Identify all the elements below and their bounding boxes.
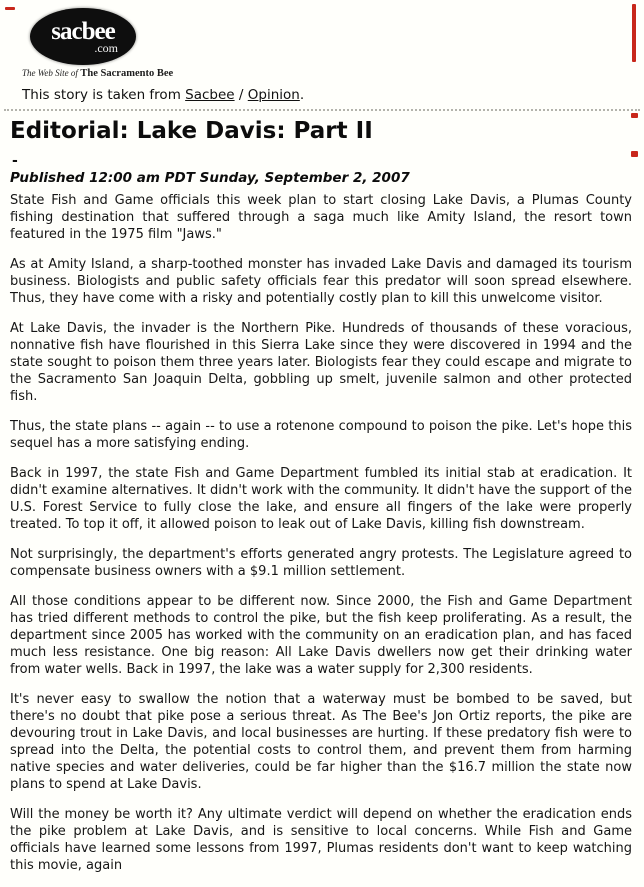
article-paragraph: Will the money be worth it? Any ultimate verdict will depend on whether the eradication ends the pike problem at Lake Davis, and is sensitive to local concerns. While Fish and Game officials have learned some lessons from 1997, Plumas residents don't want to keep watching this movie, again bbox=[10, 807, 632, 873]
scan-mark bbox=[631, 151, 638, 157]
article-paragraph: Not surprisingly, the department's efforts generated angry protests. The Legislature agreed to compensate business owners with a $9.1 million settlement. bbox=[10, 547, 632, 579]
source-line-prefix: This story is taken from bbox=[22, 87, 181, 103]
scan-mark bbox=[631, 113, 638, 118]
article-paragraph: As at Amity Island, a sharp-toothed monster has invaded Lake Davis and damaged its tourism business. Biologists and public safety officials fear this predator will soon spread elsewhere. Thus, they have come with a risky and potentially costly plan to kill this unwelcome visitor. bbox=[10, 257, 632, 306]
opinion-link[interactable]: Opinion bbox=[247, 87, 300, 103]
source-line bbox=[22, 87, 304, 103]
sacbee-logo[interactable] bbox=[30, 8, 136, 65]
article-title: Editorial: Lake Davis: Part II bbox=[10, 118, 373, 144]
tagline-brand: The Sacramento Bee bbox=[80, 68, 174, 79]
sacbee-logo-oval bbox=[30, 8, 136, 65]
scan-mark bbox=[632, 4, 636, 62]
article-paragraph: Back in 1997, the state Fish and Game Department fumbled its initial stab at eradication. It didn't examine alternatives. It didn't work with the community. It didn't have the support of the U.S. Forest Service to fully close the lake, and ensure all fingers of the lake were properly treated. To top it off, it allowed poison to leak out of Lake Davis, killing fish downstream. bbox=[10, 466, 632, 532]
article-paragraph: All those conditions appear to be different now. Since 2000, the Fish and Game Department has tried different methods to control the pike, but the fish keep proliferating. As a result, the department since 2005 has worked with the community on an eradication plan, and has faced much less resistance. One big reason: All Lake Davis dwellers now get their drinking water from water wells. Back in 1997, the lake was a water supply for 2,300 residents. bbox=[10, 594, 632, 677]
article-paragraph: It's never easy to swallow the notion that a waterway must be bombed to be saved, but there's no doubt that pike pose a serious threat. As The Bee's Jon Ortiz reports, the pike are devouring trout in Lake Davis, and local businesses are hurting. If these predatory fish were to spread into the Delta, the potential costs to control them, and prevent them from harming native species and water deliveries, could be far higher than the $16.7 million the state now plans to spend at Lake Davis. bbox=[10, 692, 632, 792]
article-paragraph: At Lake Davis, the invader is the Northern Pike. Hundreds of thousands of these voracious, nonnative fish have flourished in this Sierra Lake since they were discovered in 1994 and the state sought to poison them three years later. Biologists fear they could escape and migrate to the Sacramento San Joaquin Delta, gobbling up smelt, juvenile salmon and other protected fish. bbox=[10, 321, 632, 404]
sacbee-logo-name: sacbee bbox=[51, 18, 115, 45]
source-line-separator: / bbox=[238, 87, 244, 103]
source-line-period: . bbox=[299, 87, 305, 103]
published-date: Published 12:00 am PDT Sunday, September 2, 2007 bbox=[10, 170, 410, 186]
article-paragraph: State Fish and Game officials this week plan to start closing Lake Davis, a Plumas County fishing destination that suffered through a saga much like Amity Island, the resort town featured in the 1975 film "Jaws." bbox=[10, 193, 632, 242]
dotted-divider bbox=[4, 109, 640, 111]
article-dash: - bbox=[12, 153, 18, 169]
logo-tagline bbox=[22, 68, 173, 79]
article-paragraph: Thus, the state plans -- again -- to use a rotenone compound to poison the pike. Let's hope this sequel has a more satisfying ending. bbox=[10, 419, 632, 451]
tagline-prefix: The Web Site of bbox=[22, 68, 78, 78]
scan-mark bbox=[5, 7, 15, 10]
sacbee-link[interactable]: Sacbee bbox=[185, 87, 235, 103]
article-body bbox=[10, 192, 632, 887]
sacbee-logo-com: .com bbox=[94, 41, 118, 55]
